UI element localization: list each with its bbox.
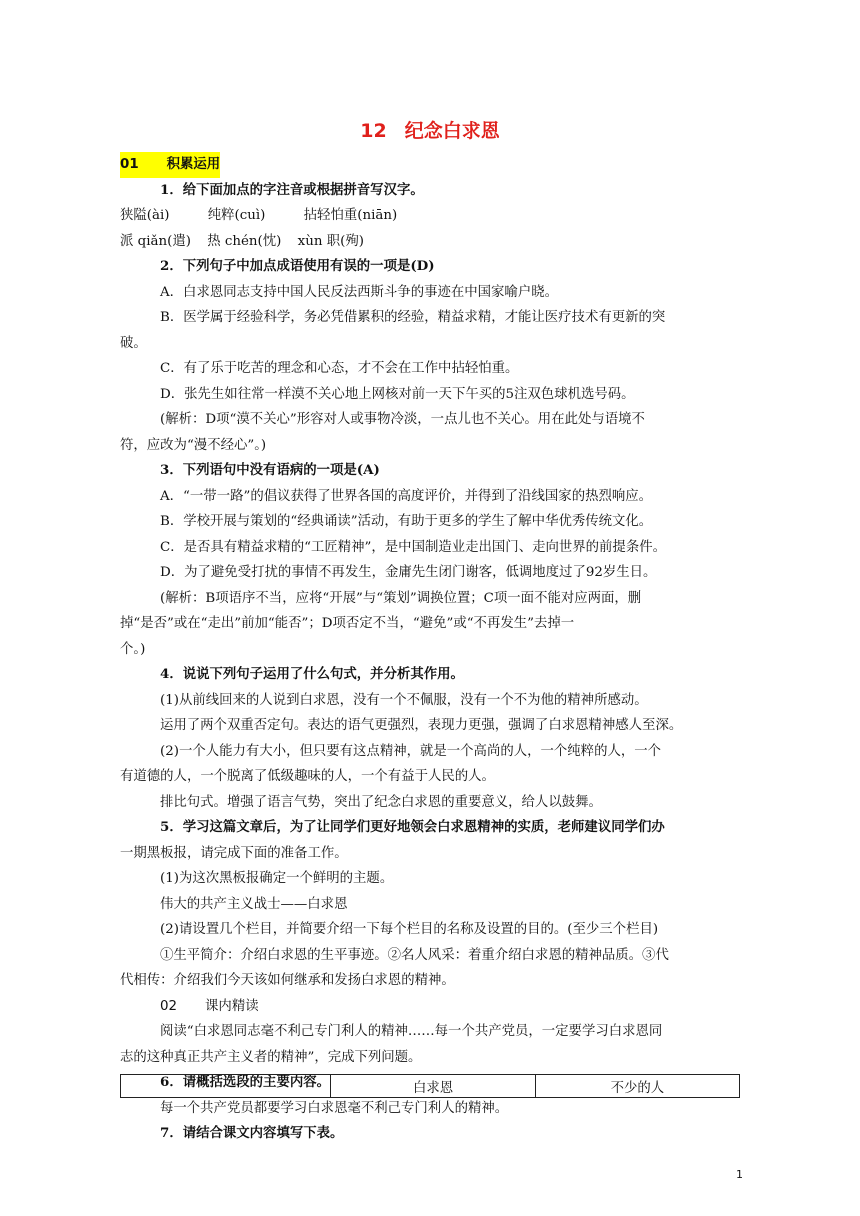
question-7-stem: 7．请结合课文内容填写下表。: [160, 1125, 344, 1141]
question-6-stem: 6．请概括选段的主要内容。: [160, 1074, 331, 1090]
pinyin-item: 狭隘(ài): [120, 208, 170, 223]
table-header-row: [121, 1075, 740, 1098]
question-5-sub-1: (1)为这次黑板报确定一个鲜明的主题。: [160, 871, 394, 886]
question-3-option-d: D．为了避免受打扰的事情不再发生，金庸先生闭门谢客，低调地度过了92岁生日。: [160, 565, 657, 580]
table-header-cell: 不少的人: [535, 1075, 739, 1098]
question-4-sentence-1: (1)从前线回来的人说到白求恩，没有一个不佩服，没有一个不为他的精神所感动。: [160, 692, 648, 708]
question-4-stem: 4．说说下列句子运用了什么句式，并分析其作用。: [160, 666, 464, 682]
question-4-answer-1: 运用了两个双重否定句。表达的语气更强烈，表现力更强，强调了白求恩精神感人至深。: [160, 718, 683, 733]
question-3-analysis-cont: 掉“是否”或在“走出”前加“能否”；D项否定不当，“避免”或“不再发生”去掉一: [120, 616, 575, 631]
question-2-option-b: B．医学属于经验科学，务必凭借累积的经验，精益求精，才能让医疗技术有更新的突: [160, 310, 666, 325]
pinyin-item: 拈轻怕重(niān): [303, 208, 398, 223]
question-2-option-b-cont: 破。: [120, 335, 147, 351]
lesson-title: 纪念白求恩: [404, 120, 500, 142]
question-5-answer-2: ①生平简介：介绍白求恩的生平事迹。②名人风采：着重介绍白求恩的精神品质。③代: [160, 947, 669, 963]
question-3-analysis: (解析：B项语序不当，应将“开展”与“策划”调换位置；C项一面不能对应两面，删: [160, 590, 642, 606]
question-2-option-a: A．白求恩同志支持中国人民反法西斯斗争的事迹在中国家喻户晓。: [160, 284, 558, 300]
question-4-sentence-2: (2)一个人能力有大小，但只要有这点精神，就是一个高尚的人，一个纯粹的人，一个: [160, 743, 662, 759]
question-4-answer-2: 排比句式。增强了语言气势，突出了纪念白求恩的重要意义，给人以鼓舞。: [160, 794, 602, 810]
question-3-stem: 3．下列语句中没有语病的一项是(A): [160, 462, 380, 478]
question-3-analysis-end: 个。): [120, 641, 146, 657]
question-3-option-b: B．学校开展与策划的“经典诵读”活动，有助于更多的学生了解中华优秀传统文化。: [160, 514, 653, 529]
question-1-row-1: [120, 203, 740, 229]
section-2-heading: 02 课内精读: [160, 998, 259, 1014]
worksheet-content: [120, 152, 740, 1147]
pinyin-item: 纯粹(cuì): [207, 208, 266, 223]
question-2-option-c: C．有了乐于吃苦的理念和心态，才不会在工作中拈轻怕重。: [160, 361, 519, 376]
section-1-heading: 01 积累运用: [120, 152, 740, 178]
table-header-cell: [121, 1075, 331, 1098]
pinyin-item: 热 chén(忱): [207, 233, 282, 249]
question-6-answer: 每一个共产党员都要学习白求恩毫不利己专门利人的精神。: [160, 1100, 509, 1116]
question-4-sentence-2-cont: 有道德的人，一个脱离了低级趣味的人，一个有益于人民的人。: [120, 769, 495, 784]
question-1-row-2: [120, 229, 740, 255]
pinyin-item: xùn 职(殉): [297, 233, 364, 249]
question-2-analysis-cont: 符，应改为“漫不经心”。): [120, 437, 267, 453]
question-3-option-c: C．是否具有精益求精的“工匠精神”，是中国制造业走出国门、走向世界的前提条件。: [160, 539, 666, 555]
page-title: [0, 116, 860, 143]
page-number: 1: [736, 1168, 743, 1181]
question-5-stem: 5．学习这篇文章后，为了让同学们更好地领会白求恩精神的实质，老师建议同学们办: [160, 819, 665, 835]
reading-instruction-cont: 志的这种真正共产主义者的精神”，完成下列问题。: [120, 1049, 422, 1065]
question-5-answer-1: 伟大的共产主义战士——白求恩: [160, 896, 348, 912]
lesson-number: 12: [360, 120, 387, 142]
pinyin-item: 派 qiǎn(遣): [120, 233, 191, 249]
question-2-analysis: (解析：D项“漠不关心”形容对人或事物冷淡，一点儿也不关心。用在此处与语境不: [160, 412, 645, 427]
question-5-answer-2-cont: 代相传：介绍我们今天该如何继承和发扬白求恩的精神。: [120, 973, 455, 988]
comparison-table: [120, 1074, 740, 1098]
question-2-stem: 2．下列句子中加点成语使用有误的一项是(D): [160, 258, 435, 274]
question-2-option-d: D．张先生如往常一样漠不关心地上网核对前一天下午买的5注双色球机选号码。: [160, 386, 635, 402]
question-5-stem-cont: 一期黑板报，请完成下面的准备工作。: [120, 845, 348, 861]
reading-instruction: 阅读“白求恩同志毫不利己专门利人的精神……每一个共产党员，一定要学习白求恩同: [160, 1024, 663, 1039]
question-1-stem: 1．给下面加点的字注音或根据拼音写汉字。: [160, 181, 424, 198]
table-header-cell: 白求恩: [331, 1075, 535, 1098]
question-5-sub-2: (2)请设置几个栏目，并简要介绍一下每个栏目的名称及设置的目的。(至少三个栏目): [160, 922, 659, 937]
question-3-option-a: A．“一带一路”的倡议获得了世界各国的高度评价，并得到了沿线国家的热烈响应。: [160, 488, 653, 504]
